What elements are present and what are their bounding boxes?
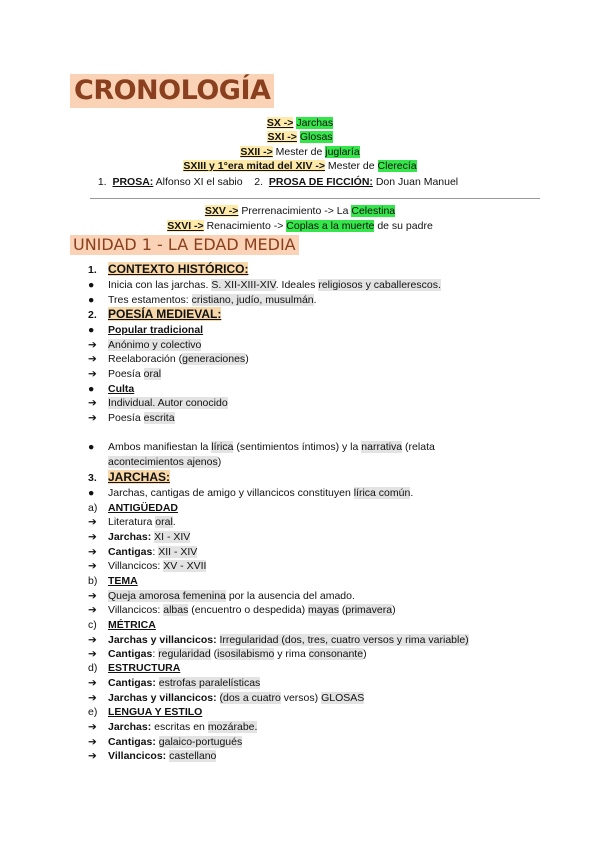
arrow-icon: ➔	[88, 692, 97, 704]
bullet-icon: ●	[88, 279, 95, 291]
section-heading: POESÍA MEDIEVAL:	[108, 307, 222, 321]
arrow-icon: ➔	[88, 721, 97, 733]
subheading: Culta	[108, 383, 135, 395]
highlighted-text: Anónimo y colectivo	[108, 339, 202, 351]
list-item	[88, 661, 180, 675]
list-number: 1.	[97, 176, 107, 188]
bullet-icon: ●	[88, 294, 95, 306]
chronology-line	[0, 130, 600, 144]
text: Poesía	[108, 368, 144, 380]
chronology-text: Renacimiento ->	[203, 220, 287, 232]
highlighted-text: primavera	[345, 604, 393, 616]
chronology-text: Prerrenacimiento -> La	[238, 205, 352, 217]
list-item	[88, 545, 197, 559]
bold-label: Cantigas	[108, 546, 153, 558]
text: .	[313, 294, 317, 306]
chronology-line	[0, 116, 600, 130]
list-marker: e)	[88, 706, 98, 718]
list-item	[88, 396, 228, 410]
list-item	[88, 574, 138, 588]
highlighted-text: religiosos y caballerescos.	[318, 279, 441, 291]
highlighted-text: isosilabismo	[217, 648, 275, 660]
arrow-icon: ➔	[88, 677, 97, 689]
list-marker: c)	[88, 619, 97, 631]
highlighted-text: Individual. Autor conocido	[108, 397, 228, 409]
arrow-icon: ➔	[88, 604, 97, 616]
list-item	[88, 352, 249, 366]
chronology-text: Mester de	[272, 146, 326, 158]
arrow-icon: ➔	[88, 750, 97, 762]
highlighted-text: lírica	[211, 441, 234, 453]
highlighted-text: Irregularidad	[219, 634, 279, 646]
bullet-icon: ●	[88, 441, 95, 453]
list-marker: a)	[88, 502, 98, 514]
highlighted-text: regularidad	[158, 648, 211, 660]
arrow-icon: ➔	[88, 648, 97, 660]
list-item	[88, 501, 178, 515]
highlighted-text: oral	[143, 368, 162, 380]
highlighted-text: (dos, tres, cuatro versos y rima variable)	[278, 634, 469, 646]
list-item	[88, 720, 257, 734]
list-item	[88, 603, 396, 617]
text: y rima	[274, 648, 309, 660]
list-item	[88, 411, 175, 425]
highlighted-text: cristiano, judío, musulmán	[191, 294, 314, 306]
text: (encuentro o despedida)	[188, 604, 309, 616]
arrow-icon: ➔	[88, 368, 97, 380]
century-label: SXV ->	[204, 205, 239, 217]
text: )	[217, 456, 222, 468]
list-item	[88, 633, 469, 647]
chronology-text: de su padre	[374, 220, 433, 232]
prose-label: PROSA:	[112, 176, 154, 188]
text: )	[245, 353, 249, 365]
list-number: 2.	[254, 176, 264, 188]
text: Villancicos:	[108, 604, 164, 616]
page-title: CRONOLOGÍA	[70, 74, 274, 108]
text: Reelaboración (	[108, 353, 183, 365]
chronology-line	[0, 219, 600, 233]
bullet-icon: ●	[88, 487, 95, 499]
text: Tres estamentos:	[108, 294, 192, 306]
unit-title: UNIDAD 1 - LA EDAD MEDIA	[70, 235, 299, 255]
text: versos)	[280, 692, 322, 704]
prose-text: Don Juan Manuel	[372, 176, 459, 188]
list-marker: 3.	[88, 472, 97, 484]
subheading: ANTIGÜEDAD	[108, 502, 178, 514]
list-item	[88, 691, 364, 705]
arrow-icon: ➔	[88, 353, 97, 365]
movement-highlight: Glosas	[299, 131, 333, 143]
century-label: SX ->	[266, 117, 294, 129]
highlighted-text: Queja amorosa femenina	[108, 590, 226, 602]
text: escritas en	[151, 721, 208, 733]
list-item	[88, 323, 203, 337]
list-item	[88, 515, 176, 529]
arrow-icon: ➔	[88, 634, 97, 646]
list-marker: d)	[88, 662, 98, 674]
highlighted-text: narrativa	[361, 441, 403, 453]
bold-label: Cantigas	[108, 648, 153, 660]
text: Ambos manifiestan la	[108, 441, 212, 453]
list-item	[88, 440, 435, 454]
text: Jarchas, cantigas de amigo y villancicos constituyen	[108, 487, 354, 499]
text: . Ideales	[275, 279, 319, 291]
list-marker: 2.	[88, 309, 97, 321]
arrow-icon: ➔	[88, 531, 97, 543]
bold-label: Jarchas:	[108, 721, 152, 733]
text: por la ausencia del amado.	[225, 590, 355, 602]
prose-fiction-label: PROSA DE FICCIÓN:	[268, 176, 373, 188]
highlighted-text: mayas	[308, 604, 339, 616]
highlighted-text: albas	[163, 604, 189, 616]
bold-label: Villancicos:	[108, 750, 167, 762]
list-item	[88, 559, 206, 573]
text: (	[338, 604, 346, 616]
text: )	[363, 648, 367, 660]
highlighted-text: consonante	[308, 648, 364, 660]
arrow-icon: ➔	[88, 516, 97, 528]
list-item	[88, 293, 317, 307]
list-item	[88, 470, 170, 485]
century-label: SXIII y 1°era mitad del XIV ->	[183, 160, 325, 172]
highlighted-text: S. XII-XIII-XIV	[211, 279, 276, 291]
text: .	[410, 487, 414, 499]
movement-highlight: Clerecía	[377, 160, 417, 172]
text: )	[392, 604, 396, 616]
text: (	[210, 648, 218, 660]
highlighted-text: (dos a cuatro	[219, 692, 281, 704]
highlighted-text: XI - XIV	[154, 531, 191, 543]
list-item	[88, 278, 441, 292]
highlighted-text: GLOSAS	[321, 692, 365, 704]
text: :	[152, 648, 159, 660]
bold-label: Jarchas y villancicos:	[108, 634, 217, 646]
movement-highlight: Celestina	[351, 205, 396, 217]
list-item	[88, 735, 242, 749]
movement-highlight: Jarchas	[296, 117, 334, 129]
list-item	[88, 486, 413, 500]
divider	[90, 198, 540, 199]
subheading: ESTRUCTURA	[108, 662, 181, 674]
bold-label: Jarchas:	[108, 531, 152, 543]
subheading: TEMA	[108, 575, 138, 587]
prose-text: Alfonso XI el sabio	[153, 176, 243, 188]
bold-label: Jarchas y villancicos:	[108, 692, 217, 704]
text: (relata	[402, 441, 435, 453]
list-item	[88, 589, 355, 603]
movement-highlight: juglaría	[325, 146, 360, 158]
text: (sentimientos íntimos) y la	[233, 441, 362, 453]
highlighted-text: escrita	[143, 412, 175, 424]
highlighted-text: mozárabe.	[207, 721, 258, 733]
movement-highlight: Coplas a la muerte	[286, 220, 375, 232]
list-item	[88, 382, 134, 396]
text: Poesía	[108, 412, 144, 424]
list-item	[88, 676, 260, 690]
list-item	[88, 455, 221, 469]
chronology-text: Mester de	[325, 160, 378, 172]
bold-label: Cantigas:	[108, 736, 156, 748]
arrow-icon: ➔	[88, 412, 97, 424]
highlighted-text: oral	[155, 516, 173, 528]
prose-line	[0, 175, 578, 189]
highlighted-text: estrofas paralelísticas	[158, 677, 261, 689]
text: :	[152, 546, 159, 558]
list-item	[88, 338, 201, 352]
highlighted-text: XV - XVII	[163, 560, 207, 572]
list-item	[88, 367, 161, 381]
arrow-icon: ➔	[88, 736, 97, 748]
highlighted-text: XII - XIV	[158, 546, 198, 558]
century-label: SXII ->	[240, 146, 273, 158]
section-heading: CONTEXTO HISTÓRICO:	[108, 262, 249, 276]
list-marker: 1.	[88, 264, 97, 276]
list-item	[88, 307, 221, 322]
arrow-icon: ➔	[88, 560, 97, 572]
text: Inicia con las jarchas.	[108, 279, 212, 291]
list-marker: b)	[88, 575, 98, 587]
list-item	[88, 262, 248, 277]
highlighted-text: generaciones	[182, 353, 246, 365]
bullet-icon: ●	[88, 324, 95, 336]
chronology-line	[0, 204, 600, 218]
list-item	[88, 705, 202, 719]
highlighted-text: acontecimientos ajenos	[108, 456, 218, 468]
chronology-line	[0, 159, 600, 173]
text: Literatura	[108, 516, 156, 528]
section-heading: JARCHAS:	[108, 470, 171, 484]
highlighted-text: lírica común	[353, 487, 411, 499]
bold-label: Cantigas:	[108, 677, 156, 689]
arrow-icon: ➔	[88, 590, 97, 602]
century-label: SXI ->	[267, 131, 297, 143]
subheading: LENGUA Y ESTILO	[108, 706, 203, 718]
list-item	[88, 530, 190, 544]
text: .	[172, 516, 176, 528]
century-label: SXVI ->	[167, 220, 204, 232]
list-item	[88, 749, 216, 763]
text: Villancicos:	[108, 560, 164, 572]
chronology-line	[0, 145, 600, 159]
arrow-icon: ➔	[88, 546, 97, 558]
highlighted-text: galaico-portugués	[158, 736, 243, 748]
arrow-icon: ➔	[88, 339, 97, 351]
list-item	[88, 618, 156, 632]
bullet-icon: ●	[88, 383, 95, 395]
arrow-icon: ➔	[88, 397, 97, 409]
list-item	[88, 647, 367, 661]
highlighted-text: castellano	[169, 750, 217, 762]
subheading: MÉTRICA	[108, 619, 156, 631]
subheading: Popular tradicional	[108, 324, 204, 336]
